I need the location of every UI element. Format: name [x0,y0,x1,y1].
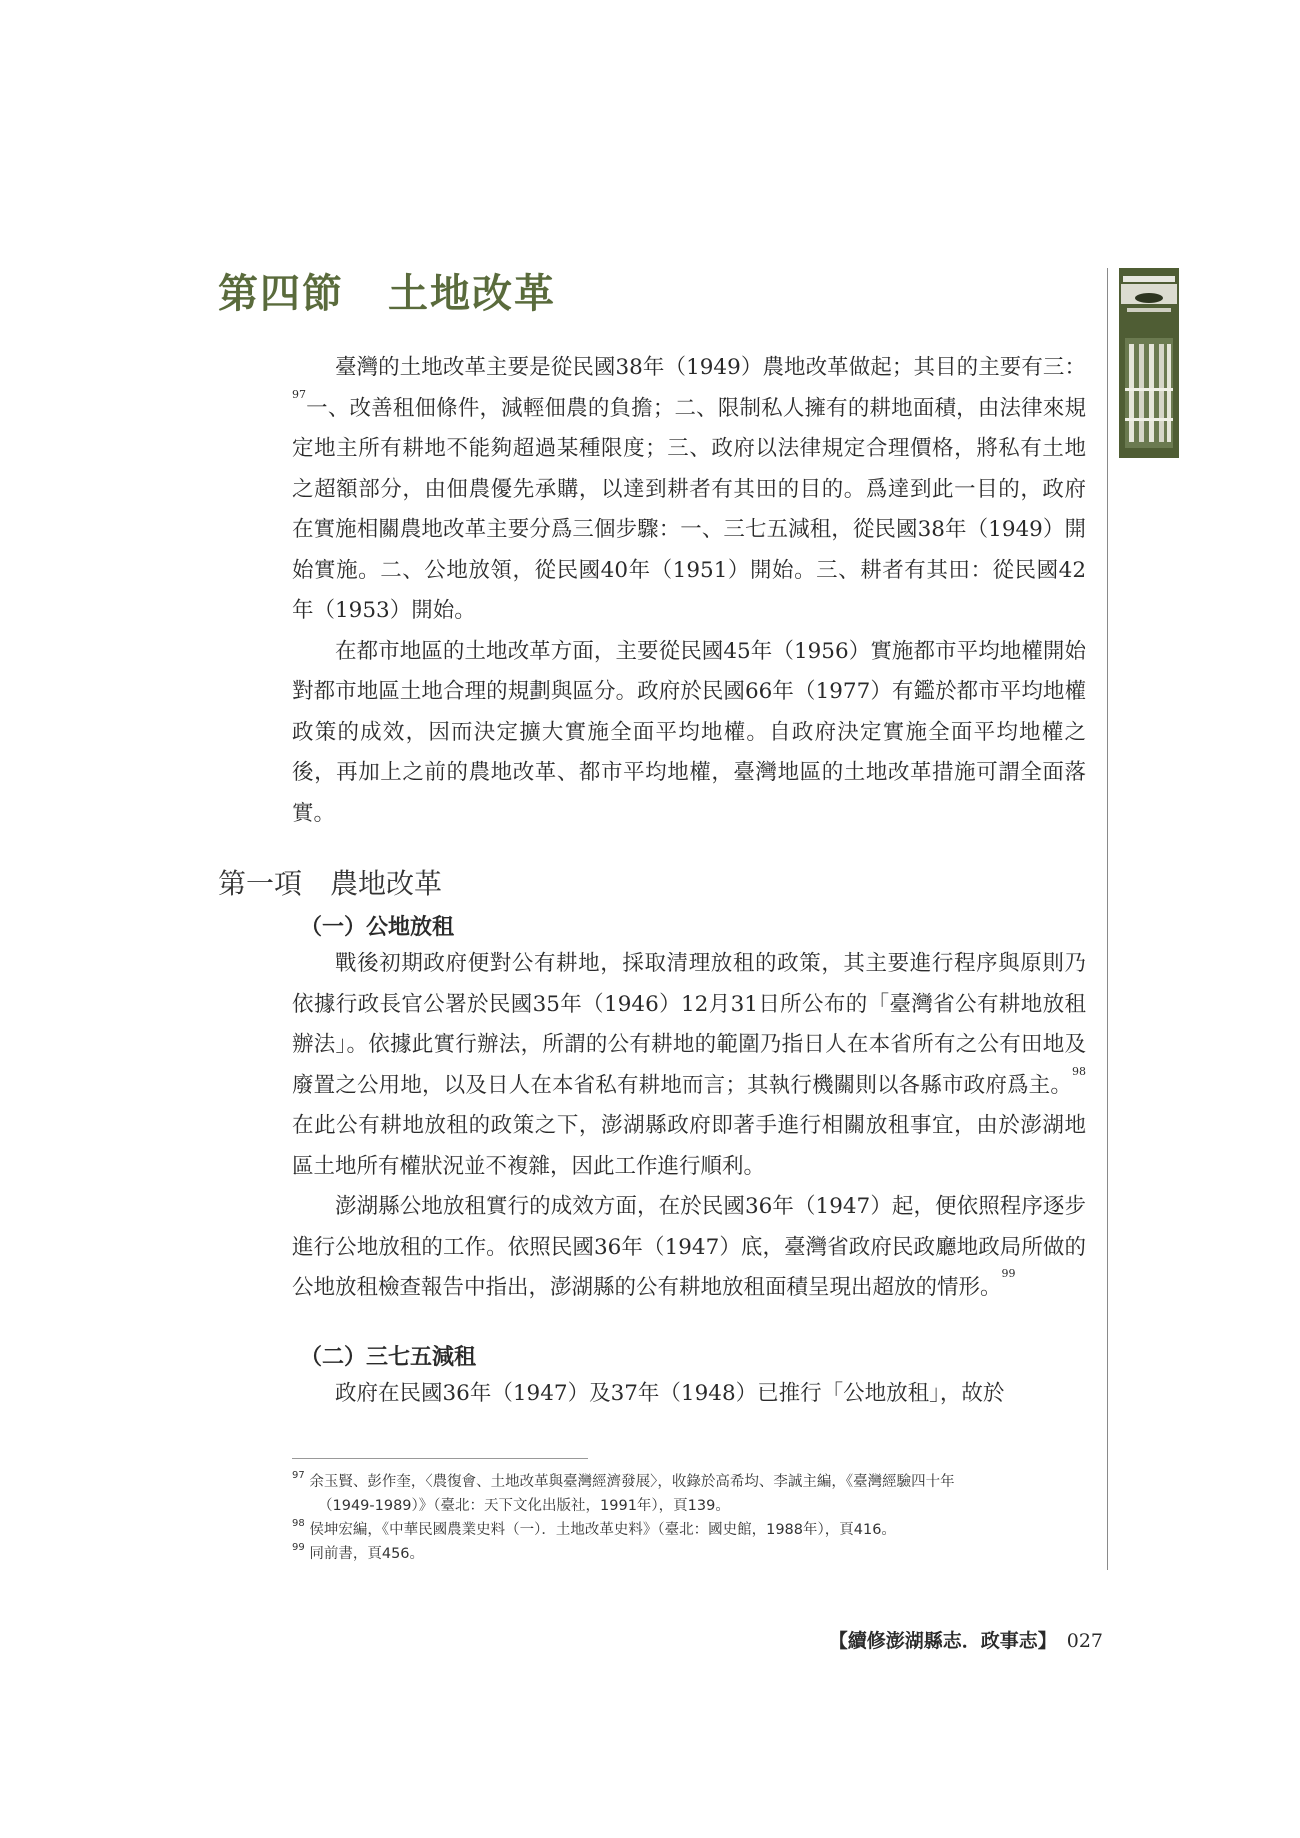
intro-paragraph-1: 臺灣的土地改革主要是從民國38年（1949）農地改革做起；其目的主要有三：$^{97}$一、改善租佃條件，減輕佃農的負擔；二、限制私人擁有的耕地面積，由法律來規定地主所有耕地不能夠超過某種限度；三、政府以法律規定合理價格，將私有土地之超額部分，由佃農優先承購，以達到耕者有其田的目的。爲達到此一目的，政府在實施相關農地改革主要分爲三個步驟：一、三七五減租，從民國38年（1949）開始實施。二、公地放領，從民國40年（1951）開始。三、耕者有其田：從民國42年（1953）開始。 [292,355,1086,623]
book-title: 【續修澎湖縣志．政事志】 [828,1630,1057,1652]
subsection-title [218,862,442,902]
part1-text [292,944,1086,1309]
subsection-number: 第一項 [218,867,303,900]
footnote-ref-99[interactable]: 99 [1001,1267,1016,1280]
building-photo-icon [1119,268,1179,458]
part2-text [292,1374,1086,1415]
intro-paragraph-2: 在都市地區的土地改革方面，主要從民國45年（1956）實施都市平均地權開始對都市地區土地合理的規劃與區分。政府於民國66年（1977）有鑑於都市平均地權政策的成效，因而決定擴大實施全面平均地權。自政府決定實施全面平均地權之後，再加上之前的農地改革、都市平均地權，臺灣地區的土地改革措施可謂全面落實。 [292,638,1086,826]
part1-paragraph-2: 澎湖縣公地放租實行的成效方面，在於民國36年（1947）起，便依照程序逐步進行公地放租的工作。依照民國36年（1947）底，臺灣省政府民政廳地政局所做的公地放租檢查報告中指出，澎湖縣的公有耕地放租面積呈現出超放的情形。$^{99}$ [292,1194,1086,1300]
footnote-divider [292,1458,588,1459]
footnotes [292,1470,1092,1566]
section-title [218,262,556,319]
intro-text [292,348,1086,834]
footnote-99: $^{99}$ 同前書，頁456。 [292,1542,425,1562]
footnote-ref-98[interactable]: 98 [1072,1064,1086,1078]
part2-paragraph: 政府在民國36年（1947）及37年（1948）已推行「公地放租」，故於 [335,1381,1005,1406]
page-number: 027 [1066,1630,1103,1652]
footnote-97-continued: （1949-1989）》（臺北：天下文化出版社，1991年），頁139。 [318,1498,730,1514]
part1-paragraph-1: 戰後初期政府便對公有耕地，採取清理放租的政策，其主要進行程序與原則乃依據行政長官公署於民國35年（1946）12月31日所公布的「臺灣省公有耕地放租辦法」。依據此實行辦法，所謂的公有耕地的範圍乃指日人在本省所有之公有田地及廢置之公用地，以及日人在本省私有耕地而言；其執行機關則以各縣市政府爲主。$^{98}$在此公有耕地放租的政策之下，澎湖縣政府即著手進行相關放租事宜，由於澎湖地區土地所有權狀況並不複雜，因此工作進行順利。 [292,951,1086,1179]
part1-heading: （一）公地放租 [300,914,455,940]
footnote-97: $^{97}$ 余玉賢、彭作奎，〈農復會、土地改革與臺灣經濟發展〉，收錄於高希均、李誠主編，《臺灣經驗四十年 [292,1470,955,1490]
side-rule [1107,268,1108,1570]
section-title-text: 土地改革 [388,270,556,317]
footnote-98: $^{98}$ 侯坤宏編，《中華民國農業史料（一）．土地改革史料》（臺北：國史館，1988年），頁416。 [292,1518,896,1538]
part2-heading: （二）三七五減租 [300,1344,477,1370]
footnote-ref-97[interactable]: 97 [292,387,306,401]
page-footer [829,1626,1103,1653]
subsection-title-text: 農地改革 [330,867,443,900]
section-number: 第四節 [218,270,344,317]
